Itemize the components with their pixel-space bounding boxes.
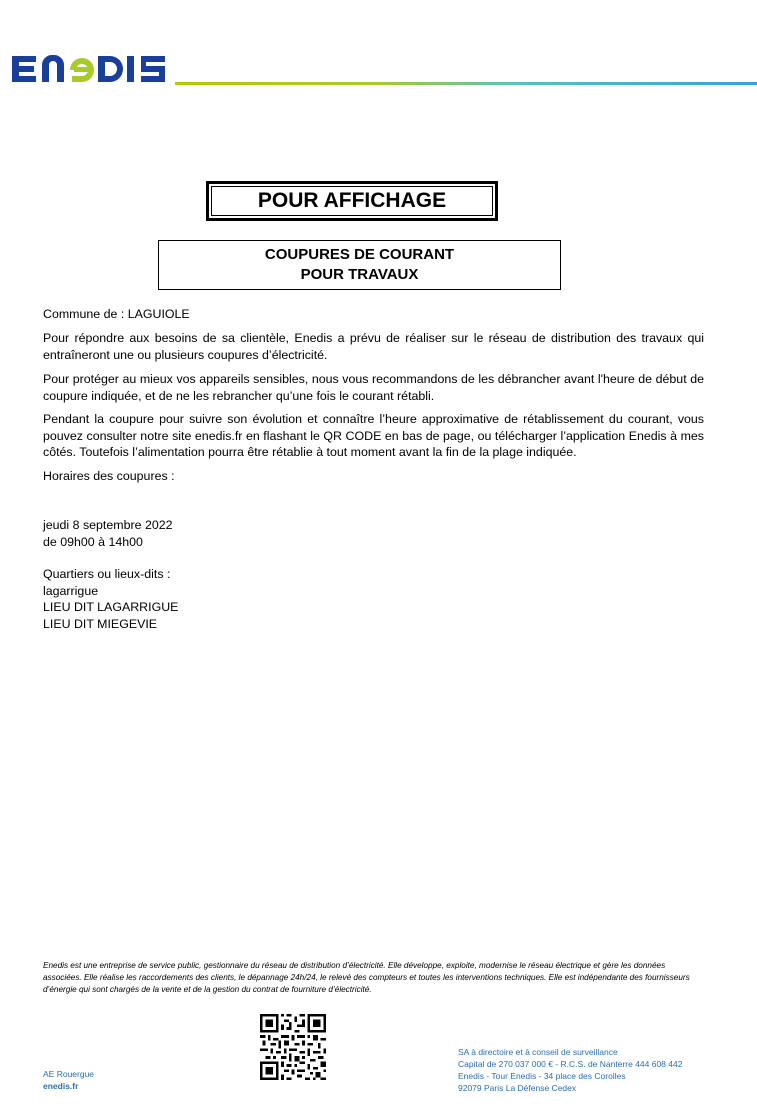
places-block [43, 566, 704, 632]
paragraph-1: Pour répondre aux besoins de sa clientèle, Enedis a prévu de réaliser sur le réseau de distribution des travaux qui entraîneront une ou plusieurs coupures d’électricité. [43, 331, 704, 362]
subtitle-line-1: COUPURES DE COURANT [264, 246, 455, 263]
company-line: SA à directoire et à conseil de surveillance [458, 1047, 618, 1057]
display-title: POUR AFFICHAGE [211, 186, 493, 216]
brand-divider-line [175, 82, 757, 85]
enedis-logo-icon [8, 50, 174, 86]
place-item: lagarrigue [43, 583, 99, 598]
subtitle-line-2: POUR TRAVAUX [300, 266, 419, 283]
subtitle-box [158, 240, 561, 290]
site-link[interactable]: enedis.fr [43, 1081, 79, 1091]
qr-code[interactable] [260, 1014, 326, 1080]
commune-line: Commune de : LAGUIOLE [43, 307, 190, 321]
region-block [43, 1068, 94, 1092]
legal-notice: Enedis est une entreprise de service public, gestionnaire du réseau de distribution d’électricité. Elle développe, exploite, modernise le réseau électrique et gère les données associées. Elle réalise les raccordements des clients, le dépannage 24h/24, le relevé des compteurs et toutes les interventions techniques. Elle est indépendante des fournisseurs d’énergie qui sont chargés de la vente et de la gestion du contrat de fourniture d’électricité. [43, 961, 690, 994]
company-line: Capital de 270 037 000 € - R.C.S. de Nanterre 444 608 442 [458, 1059, 683, 1069]
place-item: LIEU DIT MIEGEVIE [43, 616, 158, 631]
outage-date: jeudi 8 septembre 2022 [43, 518, 173, 532]
schedule-label: Horaires des coupures : [43, 469, 175, 483]
place-item: LIEU DIT LAGARRIGUE [43, 600, 179, 614]
region-name: AE Rouergue [43, 1069, 95, 1079]
schedule-block [43, 517, 704, 550]
qr-code-icon [260, 1014, 326, 1080]
places-label: Quartiers ou lieux-dits : [43, 567, 171, 581]
company-line: 92079 Paris La Défense Cedex [458, 1083, 577, 1093]
display-title-box [206, 181, 498, 221]
outage-time: de 09h00 à 14h00 [43, 534, 143, 549]
company-line: Enedis - Tour Enedis - 34 place des Corolles [458, 1071, 626, 1081]
paragraph-2: Pour protéger au mieux vos appareils sensibles, nous vous recommandons de les débrancher avant l'heure de début de coupure indiquée, et de ne les rebrancher qu’une fois le courant rétabli. [43, 372, 704, 403]
paragraph-3: Pendant la coupure pour suivre son évolution et connaître l’heure approximative de rétablissement du courant, vous pouvez consulter notre site enedis.fr en flashant le QR CODE en bas de page, ou télécharger l’application Enedis à mes côtés. Toutefois l’alimentation pourra être rétablie à tout moment avant la fin de la plage indiquée. [43, 412, 704, 459]
company-info [458, 1046, 682, 1094]
enedis-logo [8, 50, 174, 91]
